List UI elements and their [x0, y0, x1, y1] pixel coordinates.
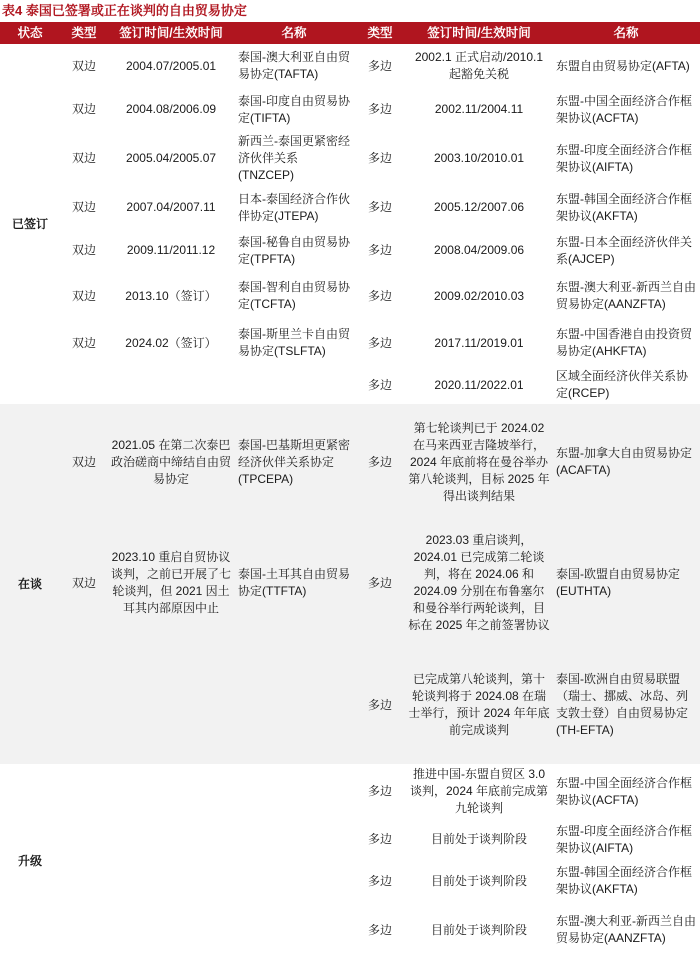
table-row: [0, 646, 700, 764]
group-signed: [0, 44, 700, 404]
state-cell: 升级: [0, 764, 60, 958]
left-name-cell: 泰国-秘鲁自由贸易协定(TPFTA): [234, 229, 354, 272]
right-name-cell: 泰国-欧洲自由贸易联盟（瑞士、挪威、冰岛、列支敦士登）自由贸易协定(TH-EFTA): [552, 646, 700, 764]
right-type-cell: 多边: [354, 520, 406, 646]
right-name-cell: 东盟-日本全面经济伙伴关系(AJCEP): [552, 229, 700, 272]
left-type-cell: 双边: [60, 272, 108, 320]
left-name-cell: 新西兰-泰国更紧密经济伙伴关系(TNZCEP): [234, 131, 354, 186]
header-state: 状态: [0, 22, 60, 44]
left-name-cell: 泰国-澳大利亚自由贸易协定(TAFTA): [234, 44, 354, 88]
left-time-cell: 2024.02（签订）: [108, 320, 234, 366]
left-time-cell: 2009.11/2011.12: [108, 229, 234, 272]
left-name-cell: 泰国-斯里兰卡自由贸易协定(TSLFTA): [234, 320, 354, 366]
left-type-cell: 双边: [60, 44, 108, 88]
right-time-cell: 2008.04/2009.06: [406, 229, 552, 272]
right-time-cell: 2023.03 重启谈判，2024.01 已完成第二轮谈判，将在 2024.06 和 2024.09 分别在布鲁塞尔和曼谷举行两轮谈判，目标在 2025 年之前签署协议: [406, 520, 552, 646]
table-title: 表4 泰国已签署或正在谈判的自由贸易协定: [2, 3, 247, 18]
table-row: [0, 320, 700, 366]
left-name-cell: 泰国-印度自由贸易协定(TIFTA): [234, 88, 354, 131]
right-name-cell: 东盟-印度全面经济合作框架协议(AIFTA): [552, 819, 700, 860]
right-time-cell: 目前处于谈判阶段: [406, 819, 552, 860]
right-time-cell: 2009.02/2010.03: [406, 272, 552, 320]
left-time-cell: 2007.04/2007.11: [108, 186, 234, 229]
left-type-cell: 双边: [60, 520, 108, 646]
right-name-cell: 东盟-澳大利亚-新西兰自由贸易协定(AANZFTA): [552, 902, 700, 958]
left-name-cell: [234, 764, 354, 958]
state-cell: 在谈: [0, 404, 60, 764]
right-time-cell: 目前处于谈判阶段: [406, 902, 552, 958]
left-type-cell: [60, 646, 108, 764]
right-time-cell: 2002.11/2004.11: [406, 88, 552, 131]
header-time-right: 签订时间/生效时间: [406, 22, 552, 44]
table-row: [0, 88, 700, 131]
right-time-cell: 2003.10/2010.01: [406, 131, 552, 186]
table-row: [0, 272, 700, 320]
right-type-cell: 多边: [354, 646, 406, 764]
right-name-cell: 东盟-韩国全面经济合作框架协议(AKFTA): [552, 860, 700, 902]
left-type-cell: 双边: [60, 320, 108, 366]
left-time-cell: 2023.10 重启自贸协议谈判，之前已开展了七轮谈判，但 2021 因土耳其内部原因中止: [108, 520, 234, 646]
left-type-cell: 双边: [60, 88, 108, 131]
right-name-cell: 东盟-中国全面经济合作框架协议(ACFTA): [552, 764, 700, 819]
left-name-cell: 泰国-巴基斯坦更紧密经济伙伴关系协定(TPCEPA): [234, 404, 354, 520]
right-type-cell: 多边: [354, 272, 406, 320]
left-name-cell: [234, 366, 354, 404]
left-type-cell: 双边: [60, 229, 108, 272]
left-type-cell: 双边: [60, 404, 108, 520]
left-name-cell: 日本-泰国经济合作伙伴协定(JTEPA): [234, 186, 354, 229]
header-row: [0, 22, 700, 44]
right-type-cell: 多边: [354, 860, 406, 902]
right-type-cell: 多边: [354, 320, 406, 366]
right-type-cell: 多边: [354, 88, 406, 131]
left-time-cell: 2021.05 在第二次泰巴政治磋商中缔结自由贸易协定: [108, 404, 234, 520]
right-type-cell: 多边: [354, 819, 406, 860]
left-time-cell: [108, 366, 234, 404]
right-name-cell: 东盟-韩国全面经济合作框架协议(AKFTA): [552, 186, 700, 229]
left-name-cell: 泰国-智利自由贸易协定(TCFTA): [234, 272, 354, 320]
right-name-cell: 东盟-印度全面经济合作框架协议(AIFTA): [552, 131, 700, 186]
right-type-cell: 多边: [354, 764, 406, 819]
left-time-cell: 2005.04/2005.07: [108, 131, 234, 186]
header-name-right: 名称: [552, 22, 700, 44]
right-name-cell: 东盟-中国全面经济合作框架协议(ACFTA): [552, 88, 700, 131]
left-time-cell: 2013.10（签订）: [108, 272, 234, 320]
header-time: 签订时间/生效时间: [108, 22, 234, 44]
fta-table: [0, 22, 700, 958]
left-name-cell: 泰国-土耳其自由贸易协定(TTFTA): [234, 520, 354, 646]
right-time-cell: 已完成第八轮谈判，第十轮谈判将于 2024.08 在瑞士举行，预计 2024 年年底前完成谈判: [406, 646, 552, 764]
right-time-cell: 推进中国-东盟自贸区 3.0 谈判，2024 年底前完成第九轮谈判: [406, 764, 552, 819]
group-upgrade: [0, 764, 700, 958]
right-type-cell: 多边: [354, 404, 406, 520]
right-name-cell: 东盟-中国香港自由投资贸易协定(AHKFTA): [552, 320, 700, 366]
right-type-cell: 多边: [354, 186, 406, 229]
header-type-right: 类型: [354, 22, 406, 44]
left-name-cell: [234, 646, 354, 764]
table-row: [0, 131, 700, 186]
right-time-cell: 2020.11/2022.01: [406, 366, 552, 404]
table-row: [0, 366, 700, 404]
right-name-cell: 东盟自由贸易协定(AFTA): [552, 44, 700, 88]
right-name-cell: 东盟-澳大利亚-新西兰自由贸易协定(AANZFTA): [552, 272, 700, 320]
right-time-cell: 2017.11/2019.01: [406, 320, 552, 366]
left-time-cell: [108, 764, 234, 958]
right-type-cell: 多边: [354, 366, 406, 404]
right-time-cell: 2005.12/2007.06: [406, 186, 552, 229]
table-row: [0, 44, 700, 88]
right-type-cell: 多边: [354, 902, 406, 958]
table-row: [0, 764, 700, 819]
right-time-cell: 2002.1 正式启动/2010.1 起豁免关税: [406, 44, 552, 88]
right-time-cell: 第七轮谈判已于 2024.02 在马来西亚吉隆坡举行，2024 年底前将在曼谷举办第八轮谈判，目标 2025 年得出谈判结果: [406, 404, 552, 520]
right-type-cell: 多边: [354, 44, 406, 88]
left-time-cell: 2004.07/2005.01: [108, 44, 234, 88]
left-type-cell: [60, 764, 108, 958]
right-type-cell: 多边: [354, 229, 406, 272]
left-type-cell: 双边: [60, 186, 108, 229]
state-cell: 已签订: [0, 44, 60, 404]
table-row: [0, 186, 700, 229]
left-type-cell: [60, 366, 108, 404]
header-type: 类型: [60, 22, 108, 44]
right-name-cell: 区域全面经济伙伴关系协定(RCEP): [552, 366, 700, 404]
right-name-cell: 泰国-欧盟自由贸易协定(EUTHTA): [552, 520, 700, 646]
right-name-cell: 东盟-加拿大自由贸易协定(ACAFTA): [552, 404, 700, 520]
table-row: [0, 404, 700, 520]
table-row: [0, 229, 700, 272]
table-row: [0, 520, 700, 646]
right-type-cell: 多边: [354, 131, 406, 186]
left-type-cell: 双边: [60, 131, 108, 186]
left-time-cell: 2004.08/2006.09: [108, 88, 234, 131]
header-name: 名称: [234, 22, 354, 44]
group-negotiating: [0, 404, 700, 764]
right-time-cell: 目前处于谈判阶段: [406, 860, 552, 902]
left-time-cell: [108, 646, 234, 764]
